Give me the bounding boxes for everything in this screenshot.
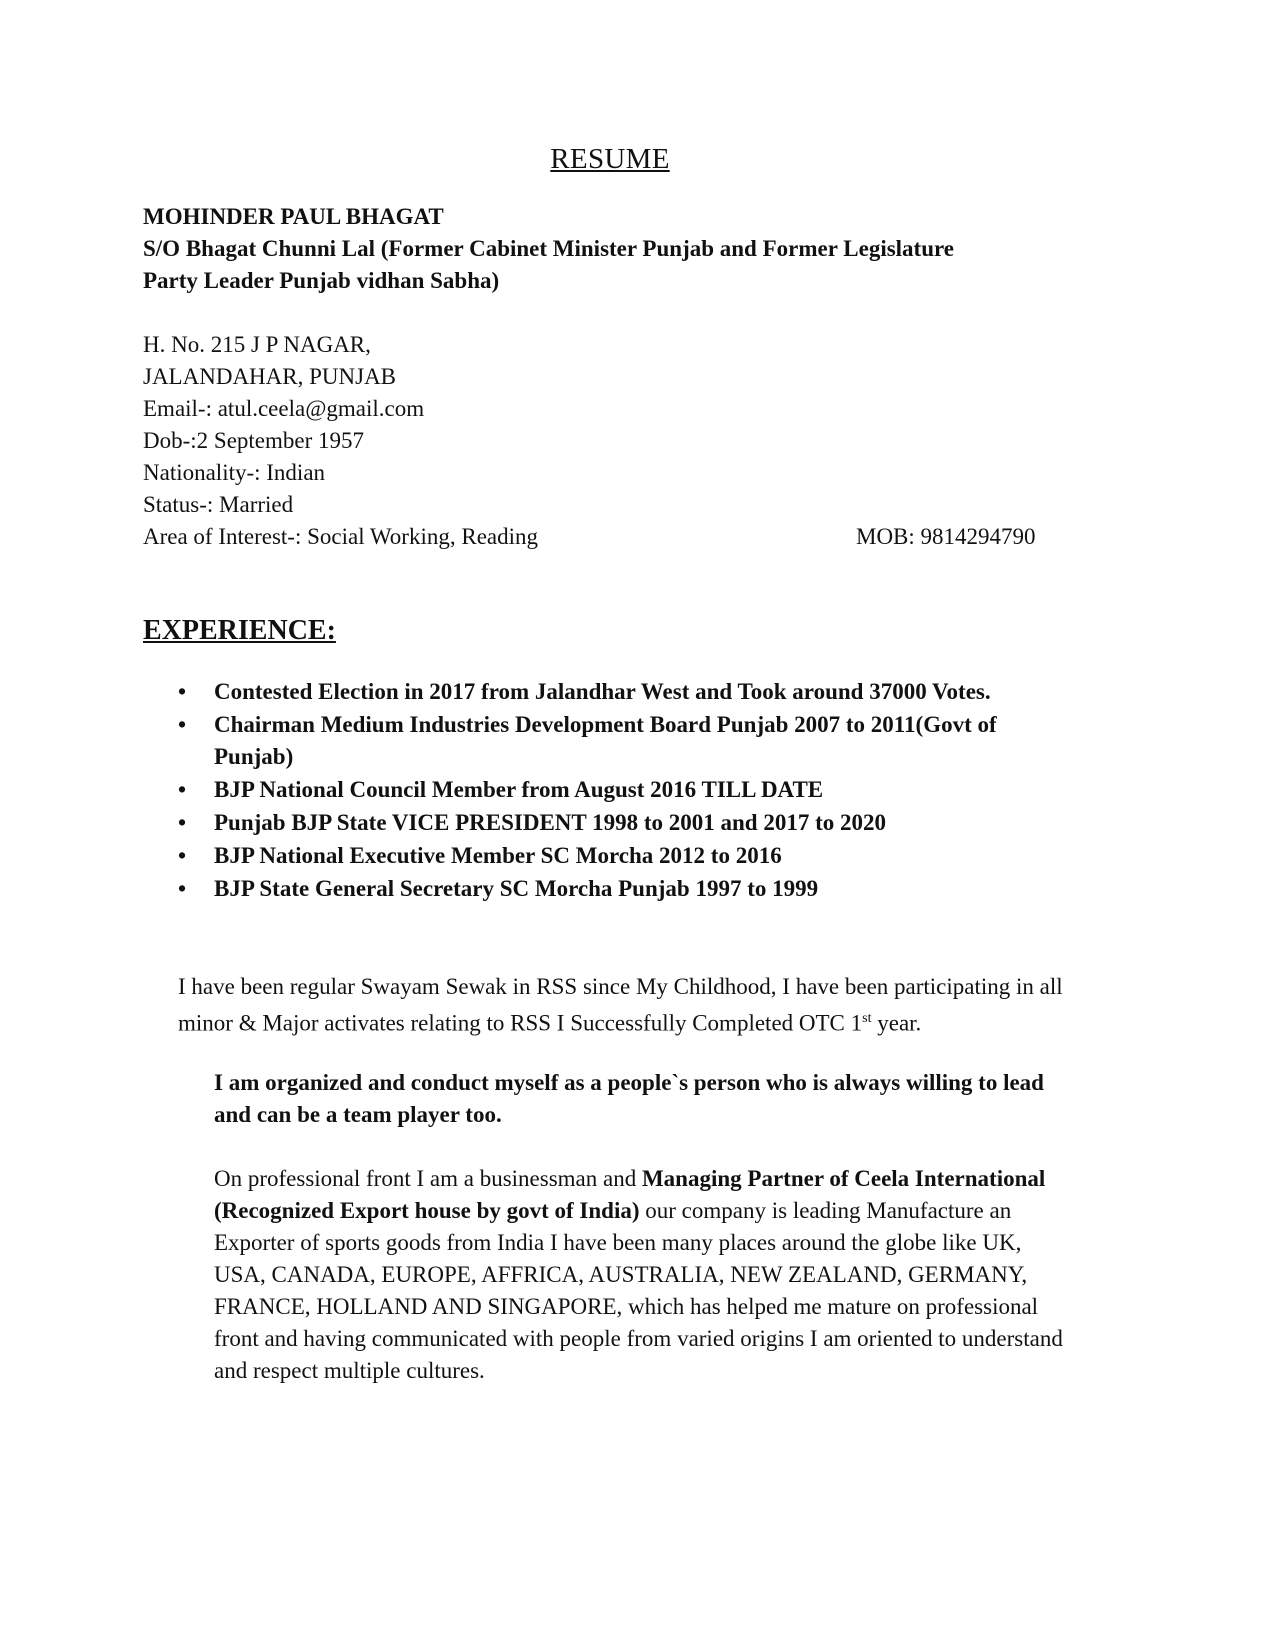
marital-status: Status-: Married <box>143 492 294 517</box>
personality-paragraph: I am organized and conduct myself as a people`s person who is always willing to lead and can be a team player too. <box>214 1070 1044 1127</box>
email: Email-: atul.ceela@gmail.com <box>143 396 425 421</box>
experience-item: • BJP National Council Member from August 2016 TILL DATE <box>178 774 1068 806</box>
address-line-1: H. No. 215 J P NAGAR, <box>143 332 371 357</box>
area-of-interest: Area of Interest-: Social Working, Reading <box>143 524 538 549</box>
experience-list <box>178 676 1068 906</box>
experience-heading: EXPERIENCE: <box>143 615 336 646</box>
bullet-icon: • <box>178 679 187 704</box>
bullet-icon: • <box>178 843 187 868</box>
address-line-2: JALANDAHAR, PUNJAB <box>143 364 397 389</box>
experience-item: • Chairman Medium Industries Development Board Punjab 2007 to 2011(Govt of Punjab) <box>178 709 1068 773</box>
nationality: Nationality-: Indian <box>143 460 326 485</box>
professional-paragraph: On professional front I am a businessman and Managing Partner of Ceela International (Recognized Export house by govt of India) our company is leading Manufacture an Exporter of sports goods from India I have been many places around the globe like UK, USA, CANADA, EUROPE, AFFRICA, AUSTRALIA, NEW ZEALAND, GERMANY, FRANCE, HOLLAND AND SINGAPORE, which has helped me mature on professional front and having communicated with people from varied origins I am oriented to understand and respect multiple cultures. <box>214 1166 1063 1383</box>
document-title: RESUME <box>550 143 670 175</box>
bullet-icon: • <box>178 777 187 802</box>
bullet-icon: • <box>178 876 187 901</box>
experience-item: • Punjab BJP State VICE PRESIDENT 1998 to 2001 and 2017 to 2020 <box>178 807 1068 839</box>
experience-item: • BJP National Executive Member SC Morcha 2012 to 2016 <box>178 840 1068 872</box>
company-highlight: Managing Partner of Ceela International (Recognized Export house by govt of India) <box>214 1166 1046 1223</box>
mobile-number: MOB: 9814294790 <box>856 524 1036 549</box>
rss-paragraph: I have been regular Swayam Sewak in RSS since My Childhood, I have been participating in all minor & Major activates relating to RSS I Successfully Completed OTC 1st year. <box>178 974 1063 1036</box>
parentage-line-2: Party Leader Punjab vidhan Sabha) <box>143 268 500 293</box>
experience-item: • BJP State General Secretary SC Morcha Punjab 1997 to 1999 <box>178 873 1068 905</box>
bullet-icon: • <box>178 810 187 835</box>
bullet-icon: • <box>178 712 187 737</box>
candidate-name: MOHINDER PAUL BHAGAT <box>143 204 444 229</box>
date-of-birth: Dob-:2 September 1957 <box>143 428 365 453</box>
experience-item: • Contested Election in 2017 from Jalandhar West and Took around 37000 Votes. <box>178 676 1068 708</box>
parentage-line-1: S/O Bhagat Chunni Lal (Former Cabinet Minister Punjab and Former Legislature <box>143 236 954 261</box>
